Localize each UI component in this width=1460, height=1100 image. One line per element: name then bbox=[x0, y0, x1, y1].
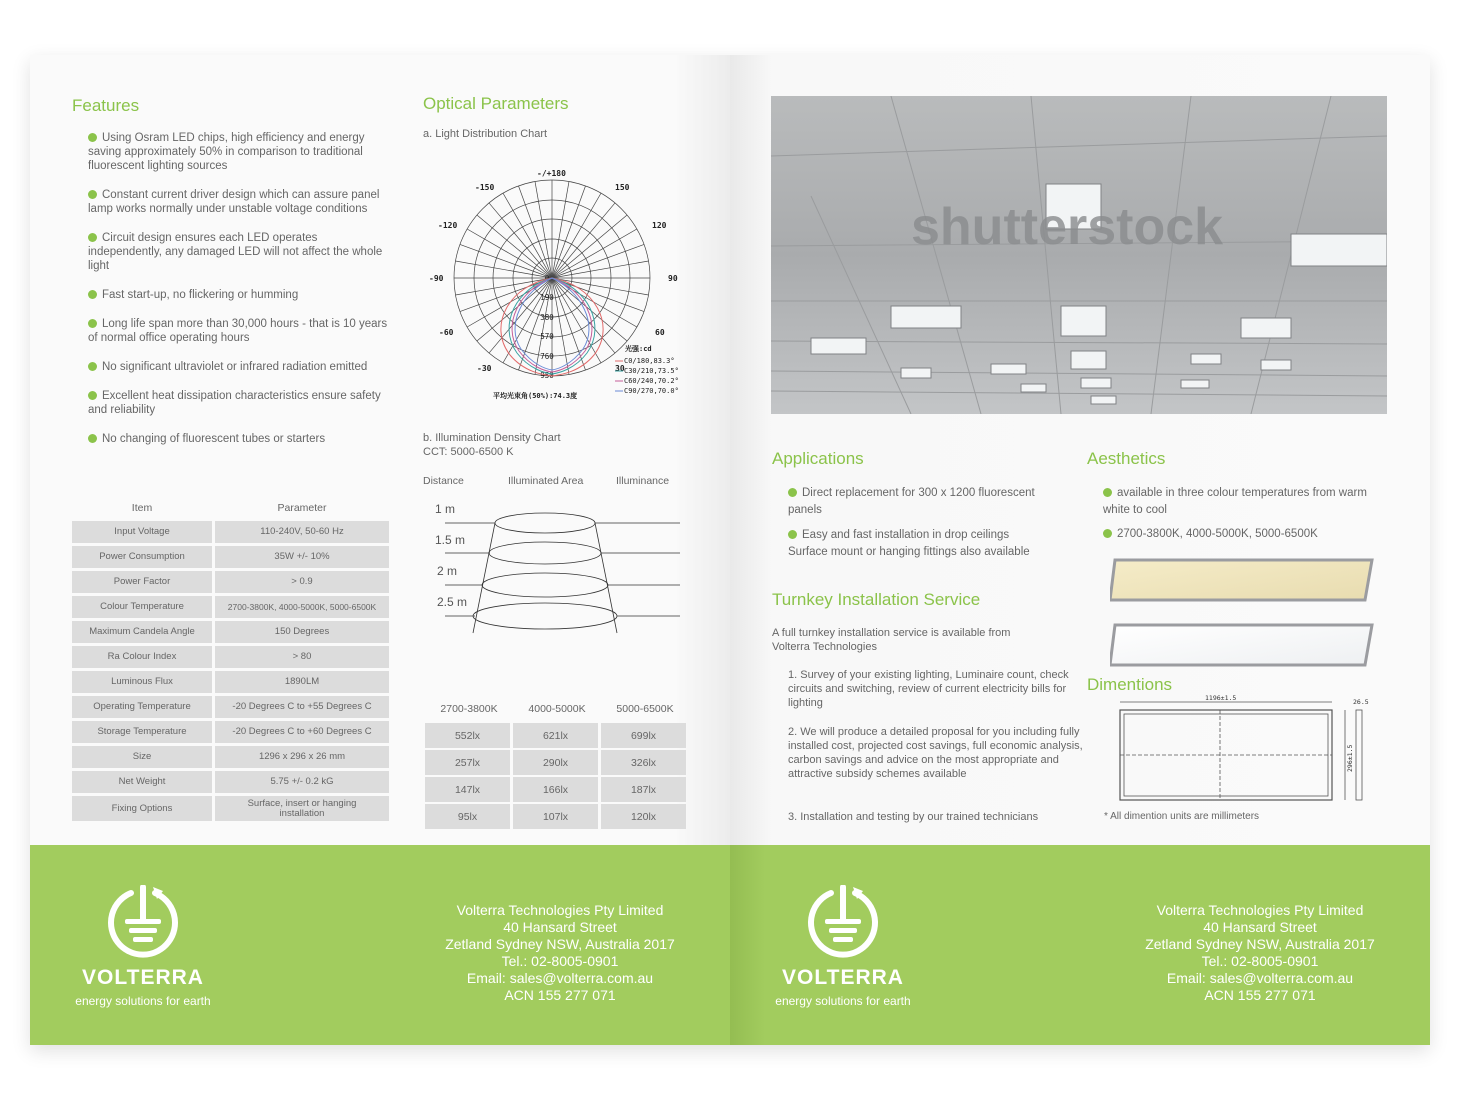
distance-label: 2 m bbox=[437, 564, 458, 578]
brand-tagline: energy solutions for earth bbox=[775, 994, 911, 1008]
bullet-dot-icon bbox=[788, 530, 797, 539]
table-row: Luminous Flux 1890LM bbox=[72, 671, 390, 696]
table-row: Ra Colour Index > 80 bbox=[72, 646, 390, 671]
volterra-logo bbox=[68, 885, 218, 1008]
list-item: Circuit design ensures each LED operates independently, any damaged LED will not affect the whole light bbox=[88, 232, 383, 272]
width-dimension-label: 1196±1.5 bbox=[1205, 694, 1237, 702]
svg-text:-/+180: -/+180 bbox=[537, 169, 566, 178]
list-item: Fast start-up, no flickering or humming bbox=[88, 288, 388, 302]
list-item: No changing of fluorescent tubes or starters bbox=[88, 432, 388, 446]
table-row: Size 1296 x 296 x 26 mm bbox=[72, 746, 390, 771]
svg-text:570: 570 bbox=[540, 332, 554, 341]
table-row: 147lx 166lx 187lx bbox=[425, 777, 689, 804]
applications-heading: Applications bbox=[772, 449, 864, 468]
table-row: Fixing Options Surface, insert or hanging installation bbox=[72, 796, 390, 824]
dimensions-note: * All dimention units are millimeters bbox=[1104, 811, 1260, 822]
bullet-dot-icon bbox=[88, 391, 97, 400]
light-distribution-polar-chart bbox=[425, 165, 695, 405]
svg-text:C60/240,70.2°: C60/240,70.2° bbox=[624, 377, 679, 385]
warm-panel-image bbox=[1110, 560, 1372, 600]
svg-text:C90/270,70.0°: C90/270,70.0° bbox=[624, 387, 679, 395]
optical-heading: Optical Parameters bbox=[423, 94, 569, 113]
svg-text:C0/180,83.3°: C0/180,83.3° bbox=[624, 357, 675, 365]
power-earth-icon bbox=[805, 885, 881, 959]
svg-text:190: 190 bbox=[540, 293, 554, 302]
table-row: Operating Temperature -20 Degrees C to +55 Degrees C bbox=[72, 696, 390, 721]
bullet-dot-icon bbox=[88, 233, 97, 242]
spec-table-header: Item Parameter bbox=[131, 502, 327, 514]
svg-text:0: 0 bbox=[544, 274, 550, 283]
table-row: Power Factor > 0.9 bbox=[72, 571, 390, 596]
chart-a-label: a. Light Distribution Chart bbox=[423, 128, 548, 140]
company-address: Volterra Technologies Pty Limited 40 Hansard Street Zetland Sydney NSW, Australia 2017 Tel.: 02-8005-0901 Email: sales@volterra.com.au ACN 155 277 071 bbox=[1145, 902, 1375, 1003]
brand-name: VOLTERRA bbox=[782, 966, 904, 989]
turnkey-step: 1. Survey of your existing lighting, Luminaire count, check circuits and switching, review of current electricity bills for lighting bbox=[788, 669, 1069, 709]
illuminance-table bbox=[425, 695, 689, 831]
bullet-dot-icon bbox=[88, 133, 97, 142]
list-item: Constant current driver design which can assure panel lamp works normally under unstable voltage conditions bbox=[88, 189, 380, 215]
svg-text:-60: -60 bbox=[439, 328, 454, 337]
bullet-dot-icon bbox=[88, 290, 97, 299]
volterra-logo bbox=[768, 885, 918, 1008]
density-header-area: Illuminated Area bbox=[508, 475, 584, 487]
right-footer bbox=[730, 845, 1430, 1045]
list-item: 2700-3800K, 4000-5000K, 5000-6500K bbox=[1103, 526, 1373, 543]
svg-text:30: 30 bbox=[615, 364, 625, 373]
illuminance-table-header: 2700-3800K 4000-5000K 5000-6500K bbox=[440, 703, 674, 715]
svg-text:-90: -90 bbox=[429, 274, 444, 283]
list-item: Excellent heat dissipation characteristics ensure safety and reliability bbox=[88, 390, 381, 416]
table-row: Input Voltage 110-240V, 50-60 Hz bbox=[72, 521, 390, 546]
table-row: Power Consumption 35W +/- 10% bbox=[72, 546, 390, 571]
cool-panel-image bbox=[1110, 625, 1372, 665]
illumination-density-chart bbox=[425, 495, 685, 635]
table-row: Maximum Candela Angle 150 Degrees bbox=[72, 621, 390, 646]
dimensions-heading: Dimentions bbox=[1087, 675, 1173, 694]
svg-text:-30: -30 bbox=[477, 364, 492, 373]
panel-product-images bbox=[1110, 555, 1380, 670]
list-item: Easy and fast installation in drop ceilings Surface mount or hanging fittings also available bbox=[788, 529, 1030, 558]
bullet-dot-icon bbox=[1103, 529, 1112, 538]
density-header-illuminance: Illuminance bbox=[616, 475, 670, 487]
svg-text:380: 380 bbox=[540, 313, 554, 322]
turnkey-intro: A full turnkey installation service is available from Volterra Technologies bbox=[772, 627, 1011, 653]
applications-list bbox=[788, 485, 1043, 576]
turnkey-heading: Turnkey Installation Service bbox=[772, 590, 981, 609]
list-item: Direct replacement for 300 x 1200 fluorescent panels bbox=[788, 487, 1035, 516]
bullet-dot-icon bbox=[88, 190, 97, 199]
bullet-dot-icon bbox=[88, 434, 97, 443]
bullet-dot-icon bbox=[788, 488, 797, 497]
depth-dimension-label: 26.5 bbox=[1353, 698, 1369, 706]
bullet-dot-icon bbox=[88, 319, 97, 328]
bullet-dot-icon bbox=[1103, 488, 1112, 497]
distance-label: 1 m bbox=[435, 502, 456, 516]
svg-text:950: 950 bbox=[540, 371, 554, 380]
ceiling-lights-photo bbox=[771, 96, 1387, 414]
watermark-text: shutterstock bbox=[911, 198, 1224, 256]
density-header-distance: Distance bbox=[423, 475, 464, 487]
table-row: 552lx 621lx 699lx bbox=[425, 723, 689, 750]
table-row: 95lx 107lx 120lx bbox=[425, 804, 689, 831]
aesthetics-heading: Aesthetics bbox=[1087, 449, 1166, 468]
turnkey-step: 3. Installation and testing by our trained technicians bbox=[788, 811, 1039, 823]
dimension-drawing bbox=[1110, 692, 1380, 812]
list-item: Long life span more than 30,000 hours - that is 10 years of normal office operating hours bbox=[88, 318, 388, 344]
table-row: Colour Temperature 2700-3800K, 4000-5000K, 5000-6500K bbox=[72, 596, 390, 621]
list-item: No significant ultraviolet or infrared radiation emitted bbox=[88, 360, 388, 374]
spec-table bbox=[72, 495, 390, 824]
distance-label: 2.5 m bbox=[437, 595, 468, 609]
polar-legend bbox=[493, 344, 679, 400]
svg-text:760: 760 bbox=[540, 352, 554, 361]
svg-text:平均光束角(50%):74.3度: 平均光束角(50%):74.3度 bbox=[493, 392, 578, 400]
left-page bbox=[30, 55, 730, 845]
left-footer bbox=[30, 845, 730, 1045]
svg-text:60: 60 bbox=[655, 328, 665, 337]
chart-b-label: b. Illumination Density Chart CCT: 5000-6500 K bbox=[423, 432, 561, 458]
turnkey-step: 2. We will produce a detailed proposal for you including fully installed cost, projected cost savings, full economic analysis, carbon savings and advice on the most appropriate and attractive subsidy schemes available bbox=[788, 726, 1083, 780]
features-list bbox=[88, 131, 388, 461]
list-item: Using Osram LED chips, high efficiency and energy saving approximately 50% in comparison to traditional fluorescent lighting sources bbox=[88, 132, 365, 172]
features-heading: Features bbox=[72, 96, 140, 115]
svg-text:150: 150 bbox=[615, 183, 630, 192]
company-address: Volterra Technologies Pty Limited 40 Hansard Street Zetland Sydney NSW, Australia 2017 Tel.: 02-8005-0901 Email: sales@volterra.com.au ACN 155 277 071 bbox=[445, 902, 675, 1003]
aesthetics-list bbox=[1103, 485, 1373, 558]
svg-text:90: 90 bbox=[668, 274, 678, 283]
svg-text:-120: -120 bbox=[438, 221, 458, 230]
table-row: Net Weight 5.75 +/- 0.2 kG bbox=[72, 771, 390, 796]
svg-text:-150: -150 bbox=[475, 183, 495, 192]
svg-text:C30/210,73.5°: C30/210,73.5° bbox=[624, 367, 679, 375]
power-earth-icon bbox=[105, 885, 181, 959]
distance-label: 1.5 m bbox=[435, 533, 466, 547]
brand-name: VOLTERRA bbox=[82, 966, 204, 989]
brand-tagline: energy solutions for earth bbox=[75, 994, 211, 1008]
height-dimension-label: 296±1.5 bbox=[1346, 744, 1354, 772]
right-page bbox=[730, 55, 1430, 845]
table-row: Storage Temperature -20 Degrees C to +60 Degrees C bbox=[72, 721, 390, 746]
bullet-dot-icon bbox=[88, 362, 97, 371]
svg-text:120: 120 bbox=[652, 221, 667, 230]
list-item: available in three colour temperatures from warm white to cool bbox=[1103, 487, 1367, 516]
svg-text:光强:cd: 光强:cd bbox=[625, 345, 652, 353]
table-row: 257lx 290lx 326lx bbox=[425, 750, 689, 777]
